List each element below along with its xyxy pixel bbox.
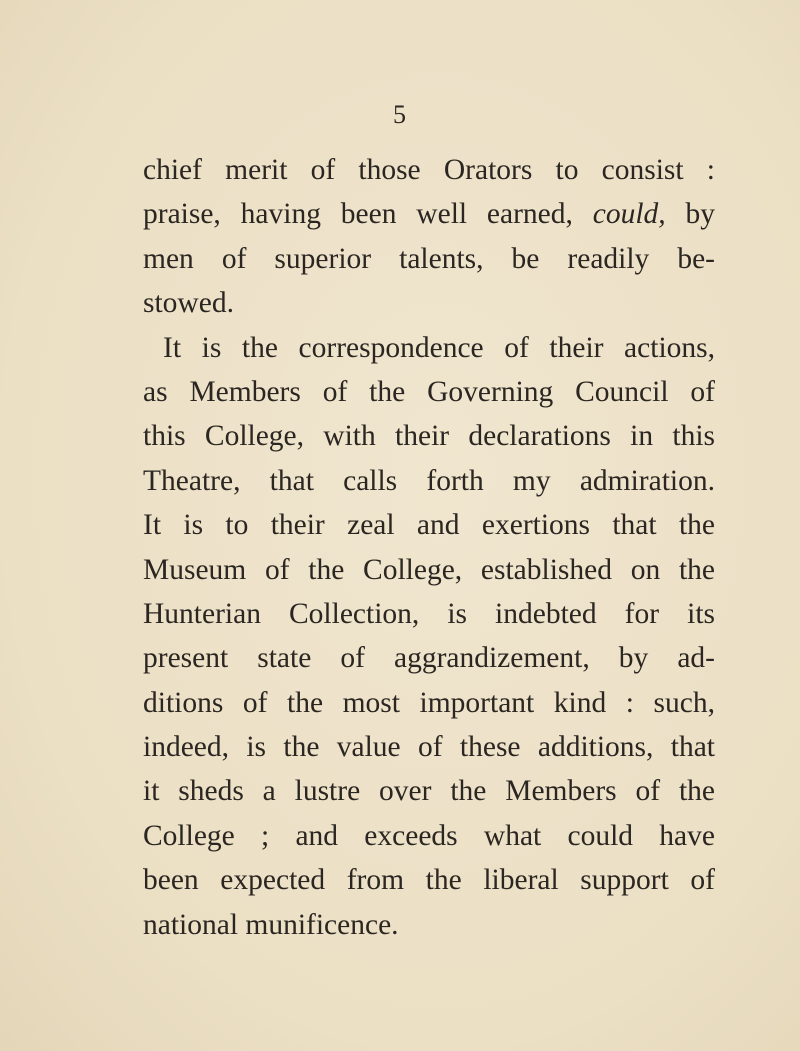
text-line <box>143 192 715 236</box>
text-line: Hunterian Collection, is indebted for its <box>143 597 715 630</box>
text-line: men of superior talents, be readily be- <box>143 242 715 275</box>
text-line: ditions of the most important kind : such, <box>143 686 715 719</box>
text-line: present state of aggrandizement, by ad- <box>143 642 715 675</box>
text-line: national munificence. <box>143 908 399 941</box>
text-line: Theatre, that calls forth my admiration. <box>143 464 715 497</box>
italic-word: could, <box>592 198 666 231</box>
text-line: chief merit of those Orators to consist : <box>143 154 715 186</box>
text-line: this College, with their declarations in this <box>143 420 715 453</box>
page-number: 5 <box>393 100 407 129</box>
text-segment: praise, having been well earned, <box>143 198 593 231</box>
text-line: College ; and exceeds what could have <box>143 819 715 852</box>
body-text <box>143 148 715 947</box>
text-line: it sheds a lustre over the Members of the <box>143 775 715 808</box>
paragraph-start-line: It is the correspondence of their actions, <box>163 331 715 364</box>
text-line: stowed. <box>143 287 234 320</box>
text-line: Museum of the College, established on the <box>143 553 715 586</box>
text-line: It is to their zeal and exertions that the <box>143 509 715 542</box>
text-line: indeed, is the value of these additions, that <box>143 731 715 764</box>
text-segment: by <box>665 198 716 231</box>
text-line: been expected from the liberal support of <box>143 864 715 897</box>
text-line: as Members of the Governing Council of <box>143 375 715 408</box>
